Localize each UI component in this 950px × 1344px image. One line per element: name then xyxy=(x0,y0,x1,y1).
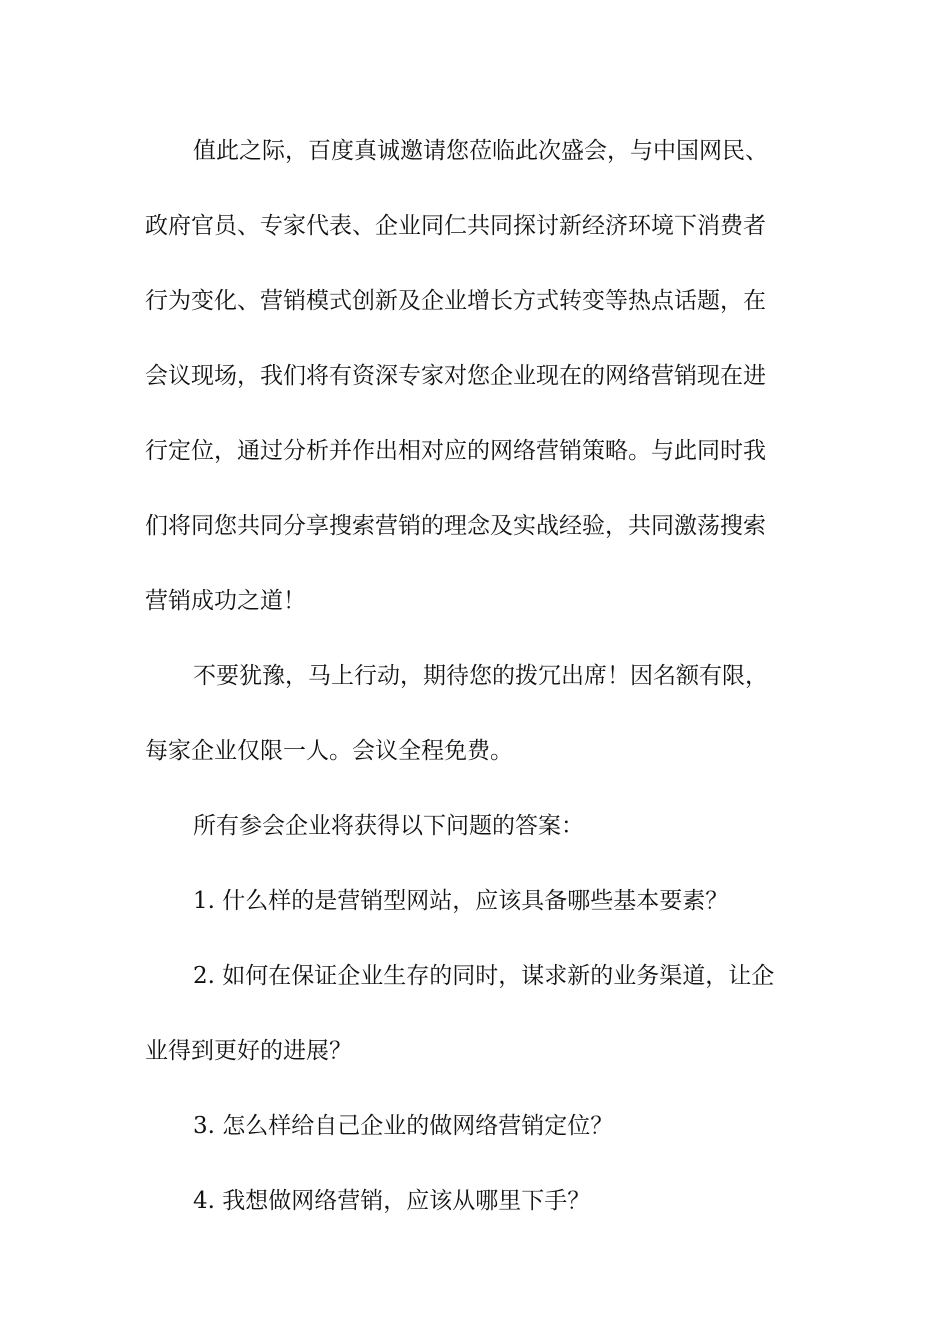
paragraph-invitation-line-2: 政府官员、专家代表、企业同仁共同探讨新经济环境下消费者 xyxy=(145,213,766,239)
paragraph-action-line-1: 不要犹豫，马上行动，期待您的拨冗出席！因名额有限， xyxy=(193,663,768,689)
paragraph-invitation-line-3: 行为变化、营销模式创新及企业增长方式转变等热点话题，在 xyxy=(145,288,766,314)
question-item-4: 4. 我想做网络营销，应该从哪里下手？ xyxy=(193,1188,591,1214)
question-item-2-line-2: 业得到更好的进展？ xyxy=(145,1038,352,1064)
paragraph-action-line-2: 每家企业仅限一人。会议全程免费。 xyxy=(145,738,513,764)
question-item-1: 1. 什么样的是营销型网站，应该具备哪些基本要素？ xyxy=(193,888,729,914)
paragraph-invitation-line-1: 值此之际，百度真诚邀请您莅临此次盛会，与中国网民、 xyxy=(193,138,768,164)
question-item-2-line-1: 2. 如何在保证企业生存的同时，谋求新的业务渠道，让企 xyxy=(193,963,775,989)
paragraph-questions-intro: 所有参会企业将获得以下问题的答案： xyxy=(193,813,584,839)
question-item-3: 3. 怎么样给自己企业的做网络营销定位？ xyxy=(193,1113,614,1139)
paragraph-invitation-line-4: 会议现场，我们将有资深专家对您企业现在的网络营销现在进 xyxy=(145,363,766,389)
paragraph-invitation-line-6: 们将同您共同分享搜索营销的理念及实战经验，共同激荡搜索 xyxy=(145,513,766,539)
paragraph-invitation-line-7: 营销成功之道！ xyxy=(145,588,306,614)
paragraph-invitation-line-5: 行定位，通过分析并作出相对应的网络营销策略。与此同时我 xyxy=(145,438,766,464)
